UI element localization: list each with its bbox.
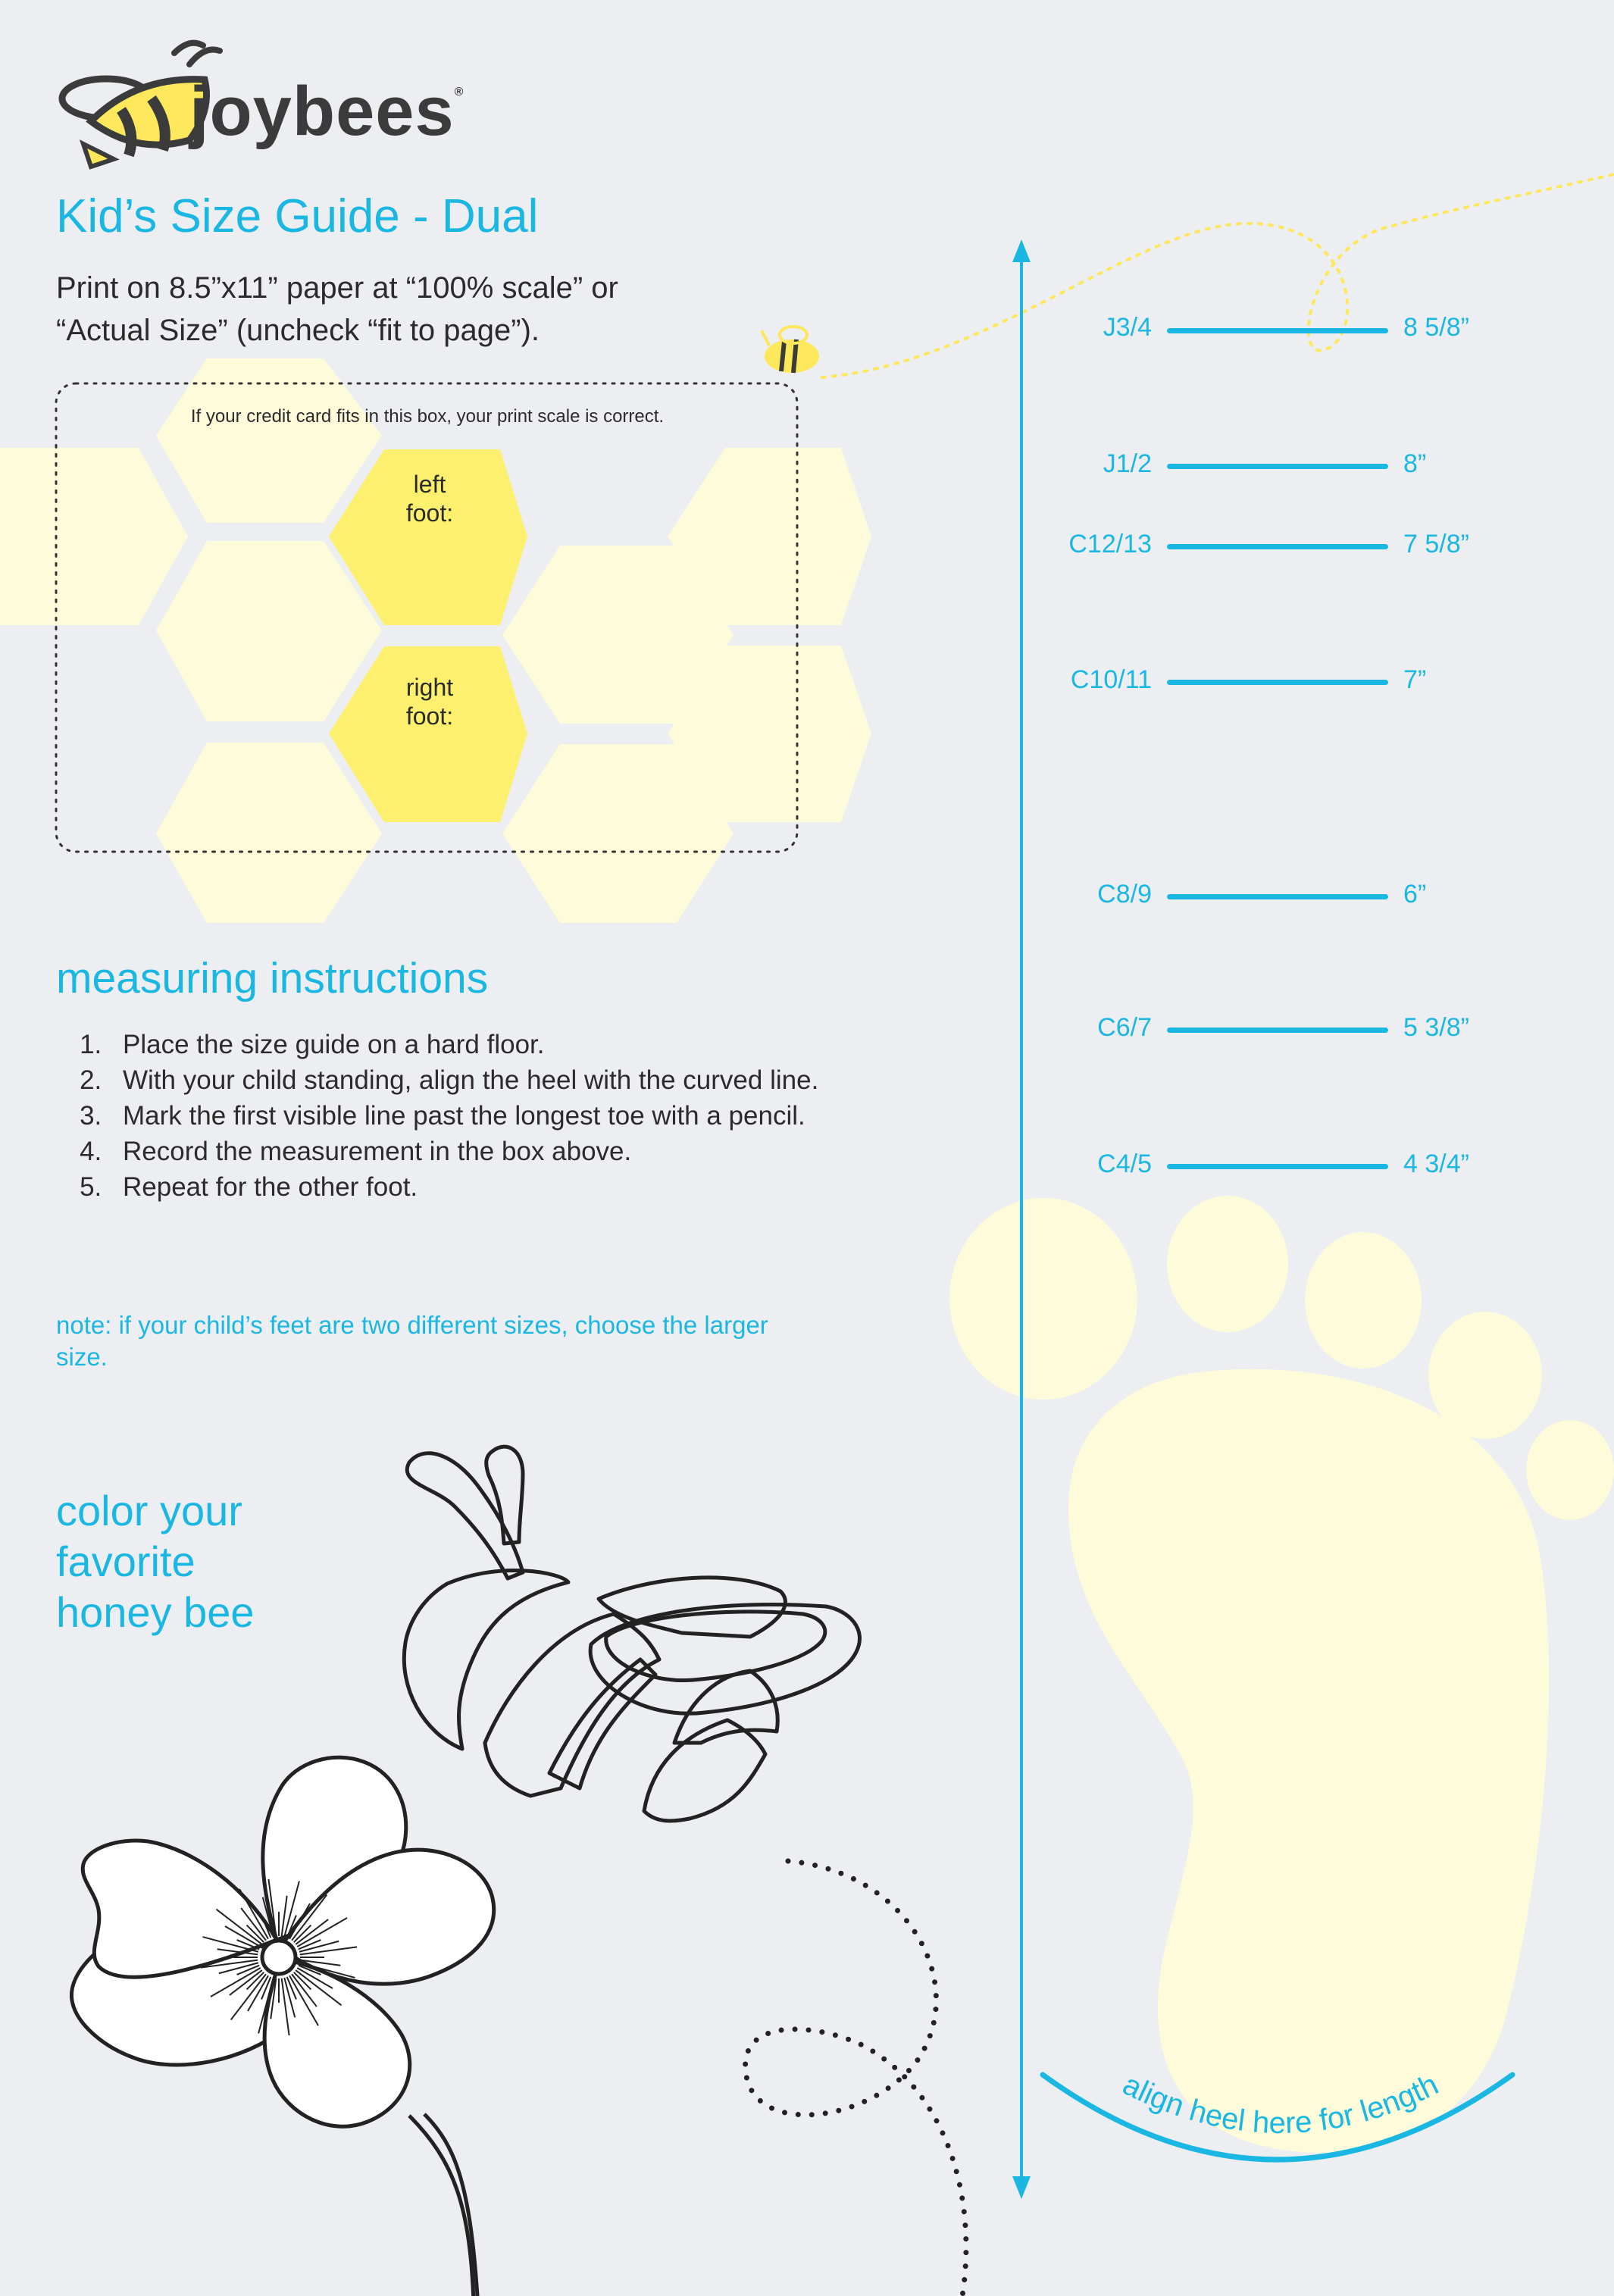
flower-outline-icon <box>71 1757 493 2296</box>
size-note: note: if your child’s feet are two different sizes, choose the larger size. <box>56 1311 768 1371</box>
coloring-heading <box>56 1485 435 1638</box>
coloring-heading-line: honey bee <box>56 1588 255 1636</box>
size-code: C8/9 <box>1097 880 1152 909</box>
right-foot-label-line: foot: <box>405 702 454 730</box>
left-foot-label-line: left <box>413 471 446 498</box>
measuring-step: 5. Repeat for the other foot. <box>109 1169 837 1205</box>
size-code: J3/4 <box>1103 313 1152 342</box>
page-title: Kid’s Size Guide - Dual <box>56 190 539 242</box>
measuring-step: 3. Mark the first visible line past the longest toe with a pencil. <box>109 1098 837 1134</box>
card-box-note: If your credit card fits in this box, your print scale is correct. <box>190 406 665 427</box>
size-code: C4/5 <box>1097 1150 1152 1178</box>
size-code: C10/11 <box>1070 665 1152 694</box>
size-length: 4 3/4” <box>1403 1150 1469 1178</box>
brand-logo <box>189 72 464 152</box>
size-length: 8 5/8” <box>1403 313 1469 342</box>
print-instructions-line: “Actual Size” (uncheck “fit to page”). <box>56 314 540 347</box>
right-foot-label <box>354 673 505 730</box>
size-line <box>1167 680 1388 685</box>
size-length: 7 5/8” <box>1403 530 1469 558</box>
measuring-heading: measuring instructions <box>56 954 489 1003</box>
size-line <box>1167 894 1388 899</box>
registered-mark: ® <box>454 86 464 99</box>
brand-name: joybees <box>189 73 455 150</box>
size-length: 7” <box>1403 665 1427 694</box>
flying-bee-icon <box>762 327 819 373</box>
size-line <box>1167 1028 1388 1033</box>
size-line <box>1167 1164 1388 1169</box>
measuring-steps <box>56 1027 837 1205</box>
left-foot-label <box>354 470 505 527</box>
bee-flight-path <box>822 174 1614 377</box>
measuring-step: 2. With your child standing, align the heel with the curved line. <box>109 1062 837 1098</box>
size-code: C12/13 <box>1068 530 1152 558</box>
coloring-heading-line: color your <box>56 1487 242 1534</box>
measuring-step: 1. Place the size guide on a hard floor. <box>109 1027 837 1062</box>
honeycomb-pattern <box>0 358 871 923</box>
print-instructions-line: Print on 8.5”x11” paper at “100% scale” or <box>56 271 618 305</box>
right-foot-label-line: right <box>405 674 454 701</box>
size-length: 8” <box>1403 449 1427 478</box>
measuring-step: 4. Record the measurement in the box above. <box>109 1134 837 1169</box>
size-line <box>1167 328 1388 333</box>
print-instructions <box>56 267 738 352</box>
size-code: C6/7 <box>1097 1013 1152 1042</box>
heel-label-text: align heel here for length <box>1117 2067 1444 2141</box>
size-line <box>1167 464 1388 469</box>
footprint-icon <box>949 1196 1614 2153</box>
size-code: J1/2 <box>1103 449 1152 478</box>
size-length: 6” <box>1403 880 1427 909</box>
bee-dotted-trail <box>746 1861 966 2296</box>
coloring-heading-line: favorite <box>56 1537 195 1585</box>
bee-outline-icon <box>404 1447 859 1821</box>
size-length: 5 3/8” <box>1403 1013 1469 1042</box>
size-line <box>1167 544 1388 549</box>
left-foot-label-line: foot: <box>405 499 454 527</box>
